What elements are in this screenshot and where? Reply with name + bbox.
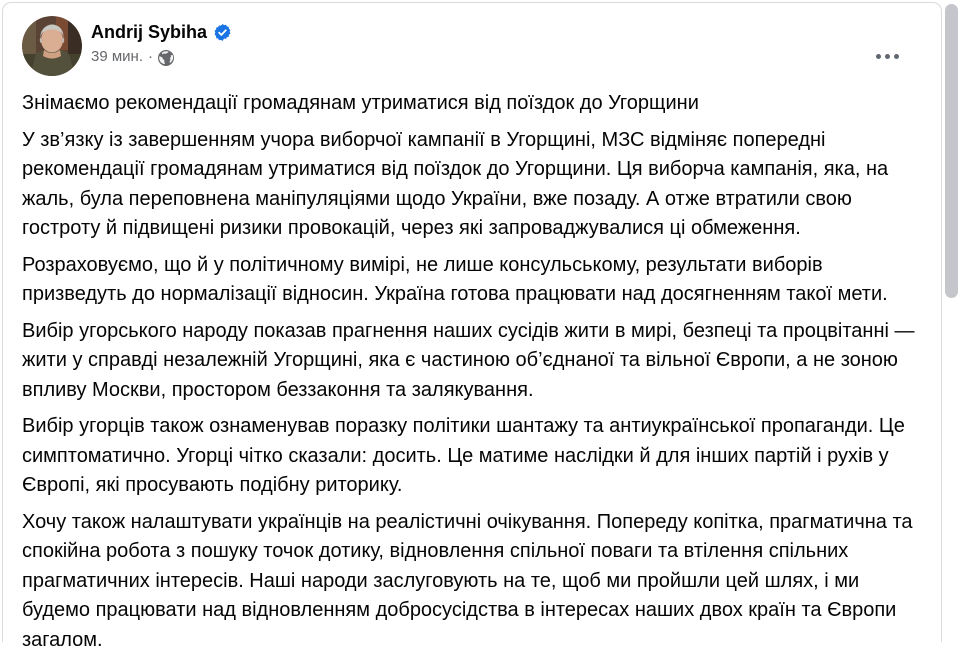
avatar[interactable] — [22, 16, 82, 76]
author-name[interactable]: Andrij Sybiha — [91, 20, 207, 44]
menu-dots-icon — [894, 54, 899, 59]
header-info — [91, 16, 231, 67]
profile-photo-icon — [22, 16, 82, 76]
post-paragraph: Знімаємо рекомендації громадянам утриматися від поїздок до Угорщини — [22, 89, 923, 119]
globe-audience-icon — [158, 50, 174, 66]
post-paragraph: Вибір угорців також ознаменував поразку політики шантажу та антиукраїнської пропаганди. Це симптоматично. Угорці чітко сказали: досить. Це матиме наслідки й для інших партій і рухів у Європі, які просувають подібну риторику. — [22, 412, 923, 501]
timestamp[interactable]: 39 мин. — [91, 47, 143, 67]
post-card — [2, 2, 942, 642]
meta-separator: · — [148, 47, 153, 67]
meta-row — [91, 47, 231, 67]
post-paragraph: Вибір угорського народу показав прагнення наших сусідів жити в мирі, безпеці та процвітанні — жити у справді незалежній Угорщині, яка є частиною об’єднаної та вільної Європи, а не зоною впливу Москви, простором беззаконня та залякування. — [22, 317, 923, 406]
verified-badge-icon — [214, 24, 231, 41]
menu-dots-icon — [885, 54, 890, 59]
post-header — [22, 16, 923, 76]
post-menu-button[interactable] — [869, 38, 905, 74]
post-paragraph: У зв’язку із завершенням учора виборчої кампанії в Угорщині, МЗС відміняє попередні рекомендації громадянам утриматися від поїздок до Угорщини. Ця виборча кампанія, яка, на жаль, була переповнена маніпуляціями щодо України, вже позаду. А отже втратили свою гостроту й підвищені ризики провокацій, через які запроваджувалися ці обмеження. — [22, 126, 923, 244]
post-body — [22, 89, 923, 655]
scrollbar-thumb[interactable] — [945, 4, 958, 298]
menu-dots-icon — [876, 54, 881, 59]
name-row — [91, 20, 231, 44]
post-paragraph: Розраховуємо, що й у політичному вимірі, не лише консульському, результати виборів призведуть до нормалізації відносин. Україна готова працювати над досягненням такої мети. — [22, 251, 923, 310]
post-paragraph: Хочу також налаштувати українців на реалістичні очікування. Попереду копітка, прагматична та спокійна робота з пошуку точок дотику, відновлення спільної поваги та втілення спільних прагматичних інтересів. Наші народи заслуговують на те, щоб ми пройшли цей шлях, і ми будемо працювати над відновленням добросусідства в інтересах наших двох країн та Європи загалом. — [22, 508, 923, 655]
